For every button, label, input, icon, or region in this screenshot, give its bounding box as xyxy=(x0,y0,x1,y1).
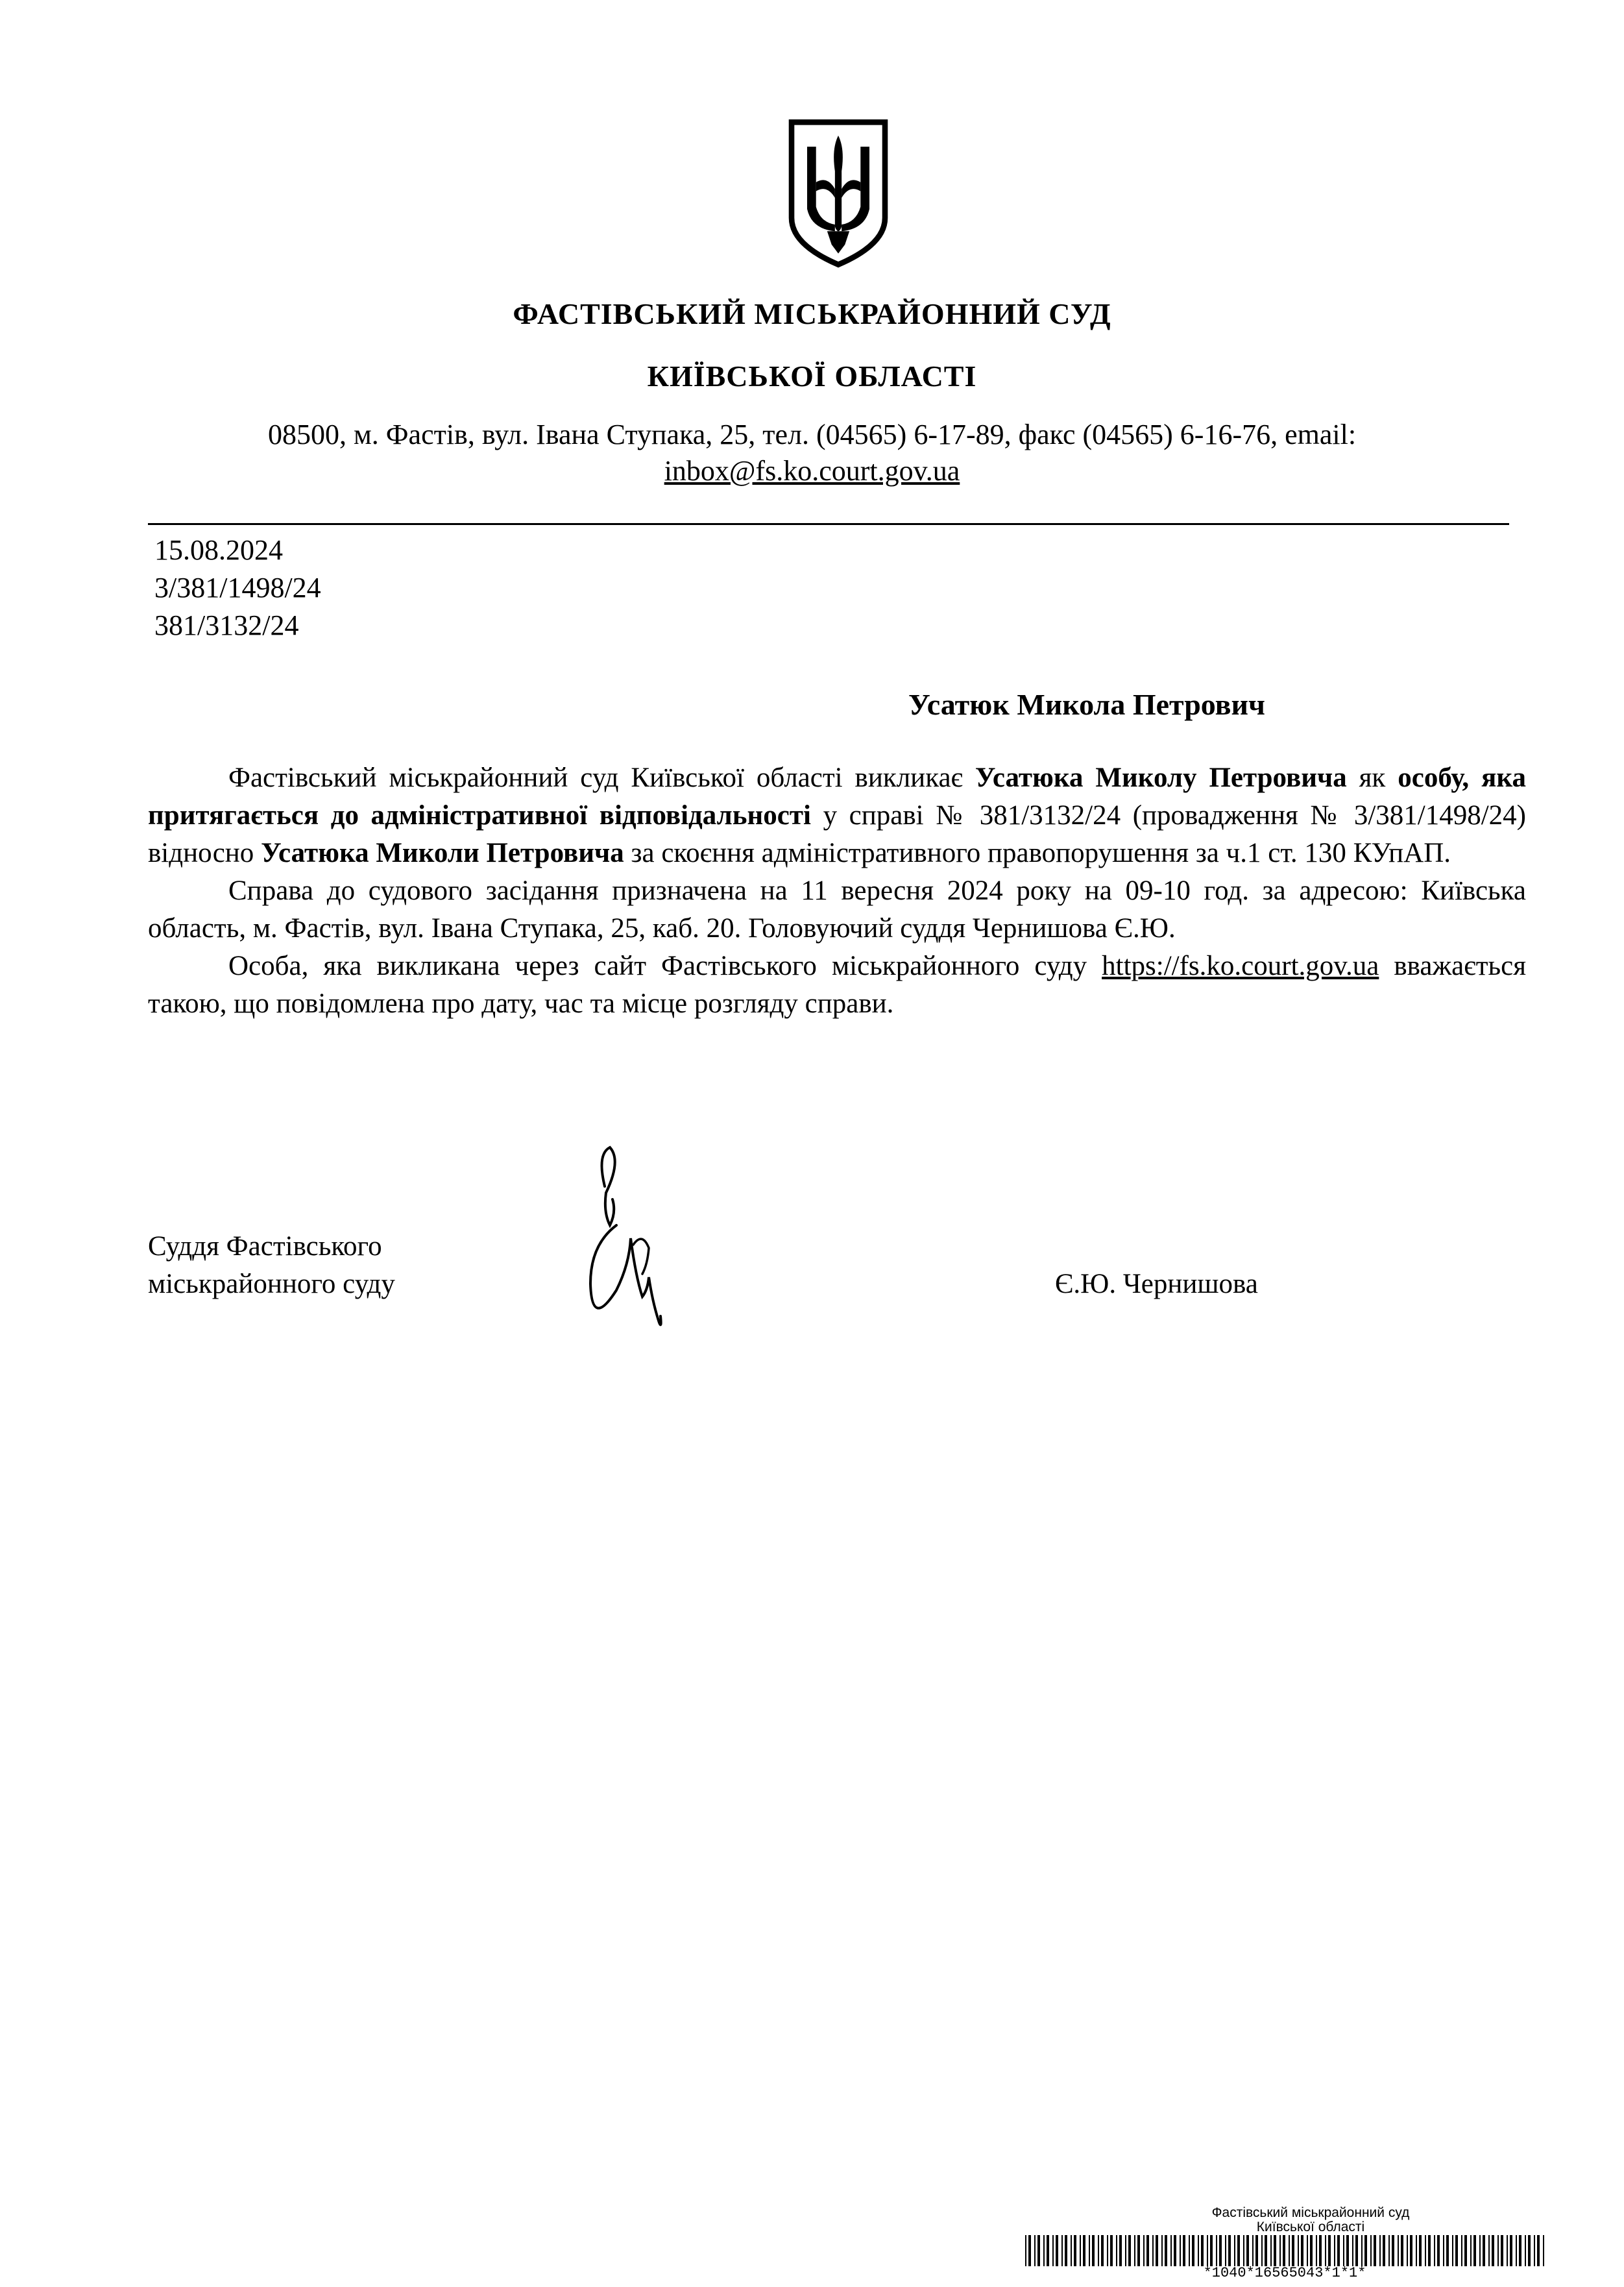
barcode-bar xyxy=(1037,2235,1040,2266)
barcode-bar xyxy=(1492,2235,1494,2266)
barcode-bar xyxy=(1279,2235,1281,2266)
barcode-bar xyxy=(1388,2235,1390,2266)
barcode-bar xyxy=(1461,2235,1462,2266)
barcode-bar xyxy=(1074,2235,1076,2266)
barcode-bar xyxy=(1025,2235,1026,2266)
barcode-bar xyxy=(1128,2235,1131,2266)
barcode-bar xyxy=(1343,2235,1344,2266)
barcode-bar xyxy=(1034,2235,1036,2266)
barcode-bar xyxy=(1346,2235,1349,2266)
barcode-bar xyxy=(1228,2235,1231,2266)
barcode-bar xyxy=(1237,2235,1240,2266)
barcode-bar xyxy=(1464,2235,1467,2266)
barcode-bar xyxy=(1219,2235,1222,2266)
barcode-bar xyxy=(1061,2235,1063,2266)
signatory-name: Є.Ю. Чернишова xyxy=(1055,1269,1258,1299)
barcode-bar xyxy=(1265,2235,1267,2266)
barcode-bar xyxy=(1325,2235,1326,2266)
barcode-bar xyxy=(1319,2235,1322,2266)
barcode-bar xyxy=(1392,2235,1394,2266)
barcode-bar xyxy=(1419,2235,1422,2266)
barcode-bar xyxy=(1152,2235,1154,2266)
signatory-title-line2: міськрайонного суду xyxy=(148,1269,395,1299)
proceeding-number: 3/381/1498/24 xyxy=(154,572,321,604)
court-name-line1: ФАСТІВСЬКИЙ МІСЬКРАЙОННИЙ СУД xyxy=(513,297,1111,330)
barcode-bar xyxy=(1161,2235,1163,2266)
barcode-bar xyxy=(1083,2235,1085,2266)
barcode-bar xyxy=(1437,2235,1440,2266)
court-name-line2: КИЇВСЬКОЇ ОБЛАСТІ xyxy=(647,360,977,393)
barcode-bar xyxy=(1352,2235,1353,2266)
barcode-bar xyxy=(1156,2235,1158,2266)
barcode-bar xyxy=(1143,2235,1145,2266)
barcode-bar xyxy=(1125,2235,1126,2266)
barcode-bar xyxy=(1355,2235,1358,2266)
barcode-bar xyxy=(1043,2235,1045,2266)
barcode-bar xyxy=(1497,2235,1499,2266)
barcode-bar xyxy=(1225,2235,1226,2266)
addressee-name: Усатюк Микола Петрович xyxy=(908,688,1265,721)
barcode-bar xyxy=(1473,2235,1476,2266)
barcode-bar xyxy=(1289,2235,1290,2266)
court-address: 08500, м. Фастів, вул. Івана Ступака, 25, тел. (04565) 6-17-89, факс (04565) 6-16-76, email: xyxy=(267,419,1357,450)
barcode-bar xyxy=(1410,2235,1412,2266)
court-email-link[interactable]: inbox@fs.ko.court.gov.ua xyxy=(664,455,960,487)
coat-of-arms-icon xyxy=(782,116,894,271)
barcode-bar xyxy=(1071,2235,1072,2266)
barcode-bar xyxy=(1334,2235,1335,2266)
barcode-bar xyxy=(1525,2235,1526,2266)
barcode-bar xyxy=(1192,2235,1194,2266)
signatory-title-line1: Суддя Фастівського xyxy=(148,1231,382,1262)
barcode-bar xyxy=(1434,2235,1435,2266)
barcode-bar xyxy=(1246,2235,1249,2266)
barcode-bar xyxy=(1519,2235,1521,2266)
barcode-number: *1040*16565043*1*1* xyxy=(1203,2265,1366,2281)
barcode-bar xyxy=(1119,2235,1122,2266)
court-email-line xyxy=(0,453,1624,489)
barcode-bar xyxy=(1170,2235,1172,2266)
barcode-bar xyxy=(1510,2235,1512,2266)
barcode-bar xyxy=(1274,2235,1276,2266)
barcode-bar xyxy=(1307,2235,1308,2266)
barcode-bar xyxy=(1364,2235,1367,2266)
barcode-bar xyxy=(1543,2235,1544,2266)
barcode-bar xyxy=(1416,2235,1417,2266)
barcode-bar xyxy=(1110,2235,1113,2266)
barcode-bar xyxy=(1252,2235,1254,2266)
barcode-bar xyxy=(1470,2235,1472,2266)
letter-date: 15.08.2024 xyxy=(154,534,283,566)
summons-paragraph-1: Фастівський міськрайонний суд Київської області викликає Усатюка Миколу Петровича як особу, яка притягається до адміністративної відповідальності у справі № 381/3132/24 (провадження № 3/381/1498/24) відносно Усатюка Миколи Петровича за скоєння адміністративного правопорушення за ч.1 ст. 130 КУпАП. xyxy=(148,763,1526,868)
barcode-bar xyxy=(1107,2235,1108,2266)
barcode-bar xyxy=(1425,2235,1426,2266)
stamp-court-name: Фастівський міськрайонний суд xyxy=(1211,2205,1410,2220)
barcode-bar xyxy=(1443,2235,1444,2266)
barcode-bar xyxy=(1092,2235,1095,2266)
barcode-bar xyxy=(1488,2235,1490,2266)
barcode-bar xyxy=(1452,2235,1453,2266)
barcode-bar xyxy=(1337,2235,1340,2266)
barcode-bar xyxy=(1243,2235,1244,2266)
case-number: 381/3132/24 xyxy=(154,609,299,641)
barcode-bar xyxy=(1028,2235,1031,2266)
barcode-bar xyxy=(1261,2235,1263,2266)
barcode-bar xyxy=(1298,2235,1299,2266)
barcode-bar xyxy=(1401,2235,1403,2266)
barcode-bar xyxy=(1216,2235,1217,2266)
barcode xyxy=(1025,2235,1544,2266)
barcode-bar xyxy=(1479,2235,1481,2266)
court-website-link[interactable]: https://fs.ko.court.gov.ua xyxy=(1102,951,1379,981)
barcode-bar xyxy=(1183,2235,1185,2266)
barcode-bar xyxy=(1361,2235,1363,2266)
barcode-bar xyxy=(1080,2235,1081,2266)
barcode-bar xyxy=(1316,2235,1317,2266)
barcode-bar xyxy=(1292,2235,1294,2266)
barcode-bar xyxy=(1189,2235,1190,2266)
barcode-bar xyxy=(1134,2235,1135,2266)
barcode-bar xyxy=(1146,2235,1149,2266)
barcode-bar xyxy=(1301,2235,1303,2266)
barcode-bar xyxy=(1483,2235,1485,2266)
summons-paragraph-2: Справа до судового засідання призначена на 11 вересня 2024 року на 09-10 год. за адресою: Київська область, м. Фастів, вул. Івана Ступака, 25, каб. 20. Головуючий суддя Чернишова Є.Ю. xyxy=(148,875,1526,944)
barcode-bar xyxy=(1446,2235,1449,2266)
barcode-bar xyxy=(1374,2235,1376,2266)
barcode-bar xyxy=(1310,2235,1313,2266)
barcode-bar xyxy=(1207,2235,1208,2266)
barcode-bar xyxy=(1198,2235,1199,2266)
barcode-bar xyxy=(1098,2235,1099,2266)
barcode-bar xyxy=(1328,2235,1331,2266)
barcode-bar xyxy=(1379,2235,1381,2266)
barcode-bar xyxy=(1089,2235,1090,2266)
barcode-bar xyxy=(1534,2235,1535,2266)
barcode-bar xyxy=(1537,2235,1540,2266)
barcode-bar xyxy=(1528,2235,1531,2266)
summons-paragraph-3: Особа, яка викликана через сайт Фастівського міськрайонного суду https://fs.ko.court.gov.ua вважається такою, що повідомлена про дату, час та місце розгляду справи. xyxy=(148,951,1526,1019)
barcode-bar xyxy=(1201,2235,1204,2266)
barcode-bar xyxy=(1370,2235,1372,2266)
header-divider xyxy=(148,523,1509,525)
summons-body xyxy=(148,759,1526,1023)
barcode-bar xyxy=(1210,2235,1213,2266)
barcode-bar xyxy=(1398,2235,1399,2266)
barcode-bar xyxy=(1101,2235,1104,2266)
handwritten-signature xyxy=(571,1134,707,1349)
barcode-bar xyxy=(1270,2235,1272,2266)
barcode-bar xyxy=(1507,2235,1508,2266)
barcode-bar xyxy=(1056,2235,1058,2266)
barcode-bar xyxy=(1047,2235,1049,2266)
barcode-bar xyxy=(1455,2235,1458,2266)
barcode-bar xyxy=(1516,2235,1517,2266)
barcode-bar xyxy=(1383,2235,1385,2266)
barcode-bar xyxy=(1165,2235,1167,2266)
barcode-bar xyxy=(1174,2235,1176,2266)
barcode-bar xyxy=(1428,2235,1431,2266)
stamp-region: Київської області xyxy=(1256,2220,1365,2234)
barcode-bar xyxy=(1255,2235,1258,2266)
barcode-bar xyxy=(1234,2235,1235,2266)
barcode-bar xyxy=(1116,2235,1117,2266)
barcode-bar xyxy=(1407,2235,1408,2266)
barcode-bar xyxy=(1501,2235,1503,2266)
barcode-bar xyxy=(1283,2235,1285,2266)
barcode-bar xyxy=(1065,2235,1067,2266)
barcode-bar xyxy=(1052,2235,1054,2266)
barcode-bar xyxy=(1180,2235,1181,2266)
barcode-bar xyxy=(1137,2235,1140,2266)
